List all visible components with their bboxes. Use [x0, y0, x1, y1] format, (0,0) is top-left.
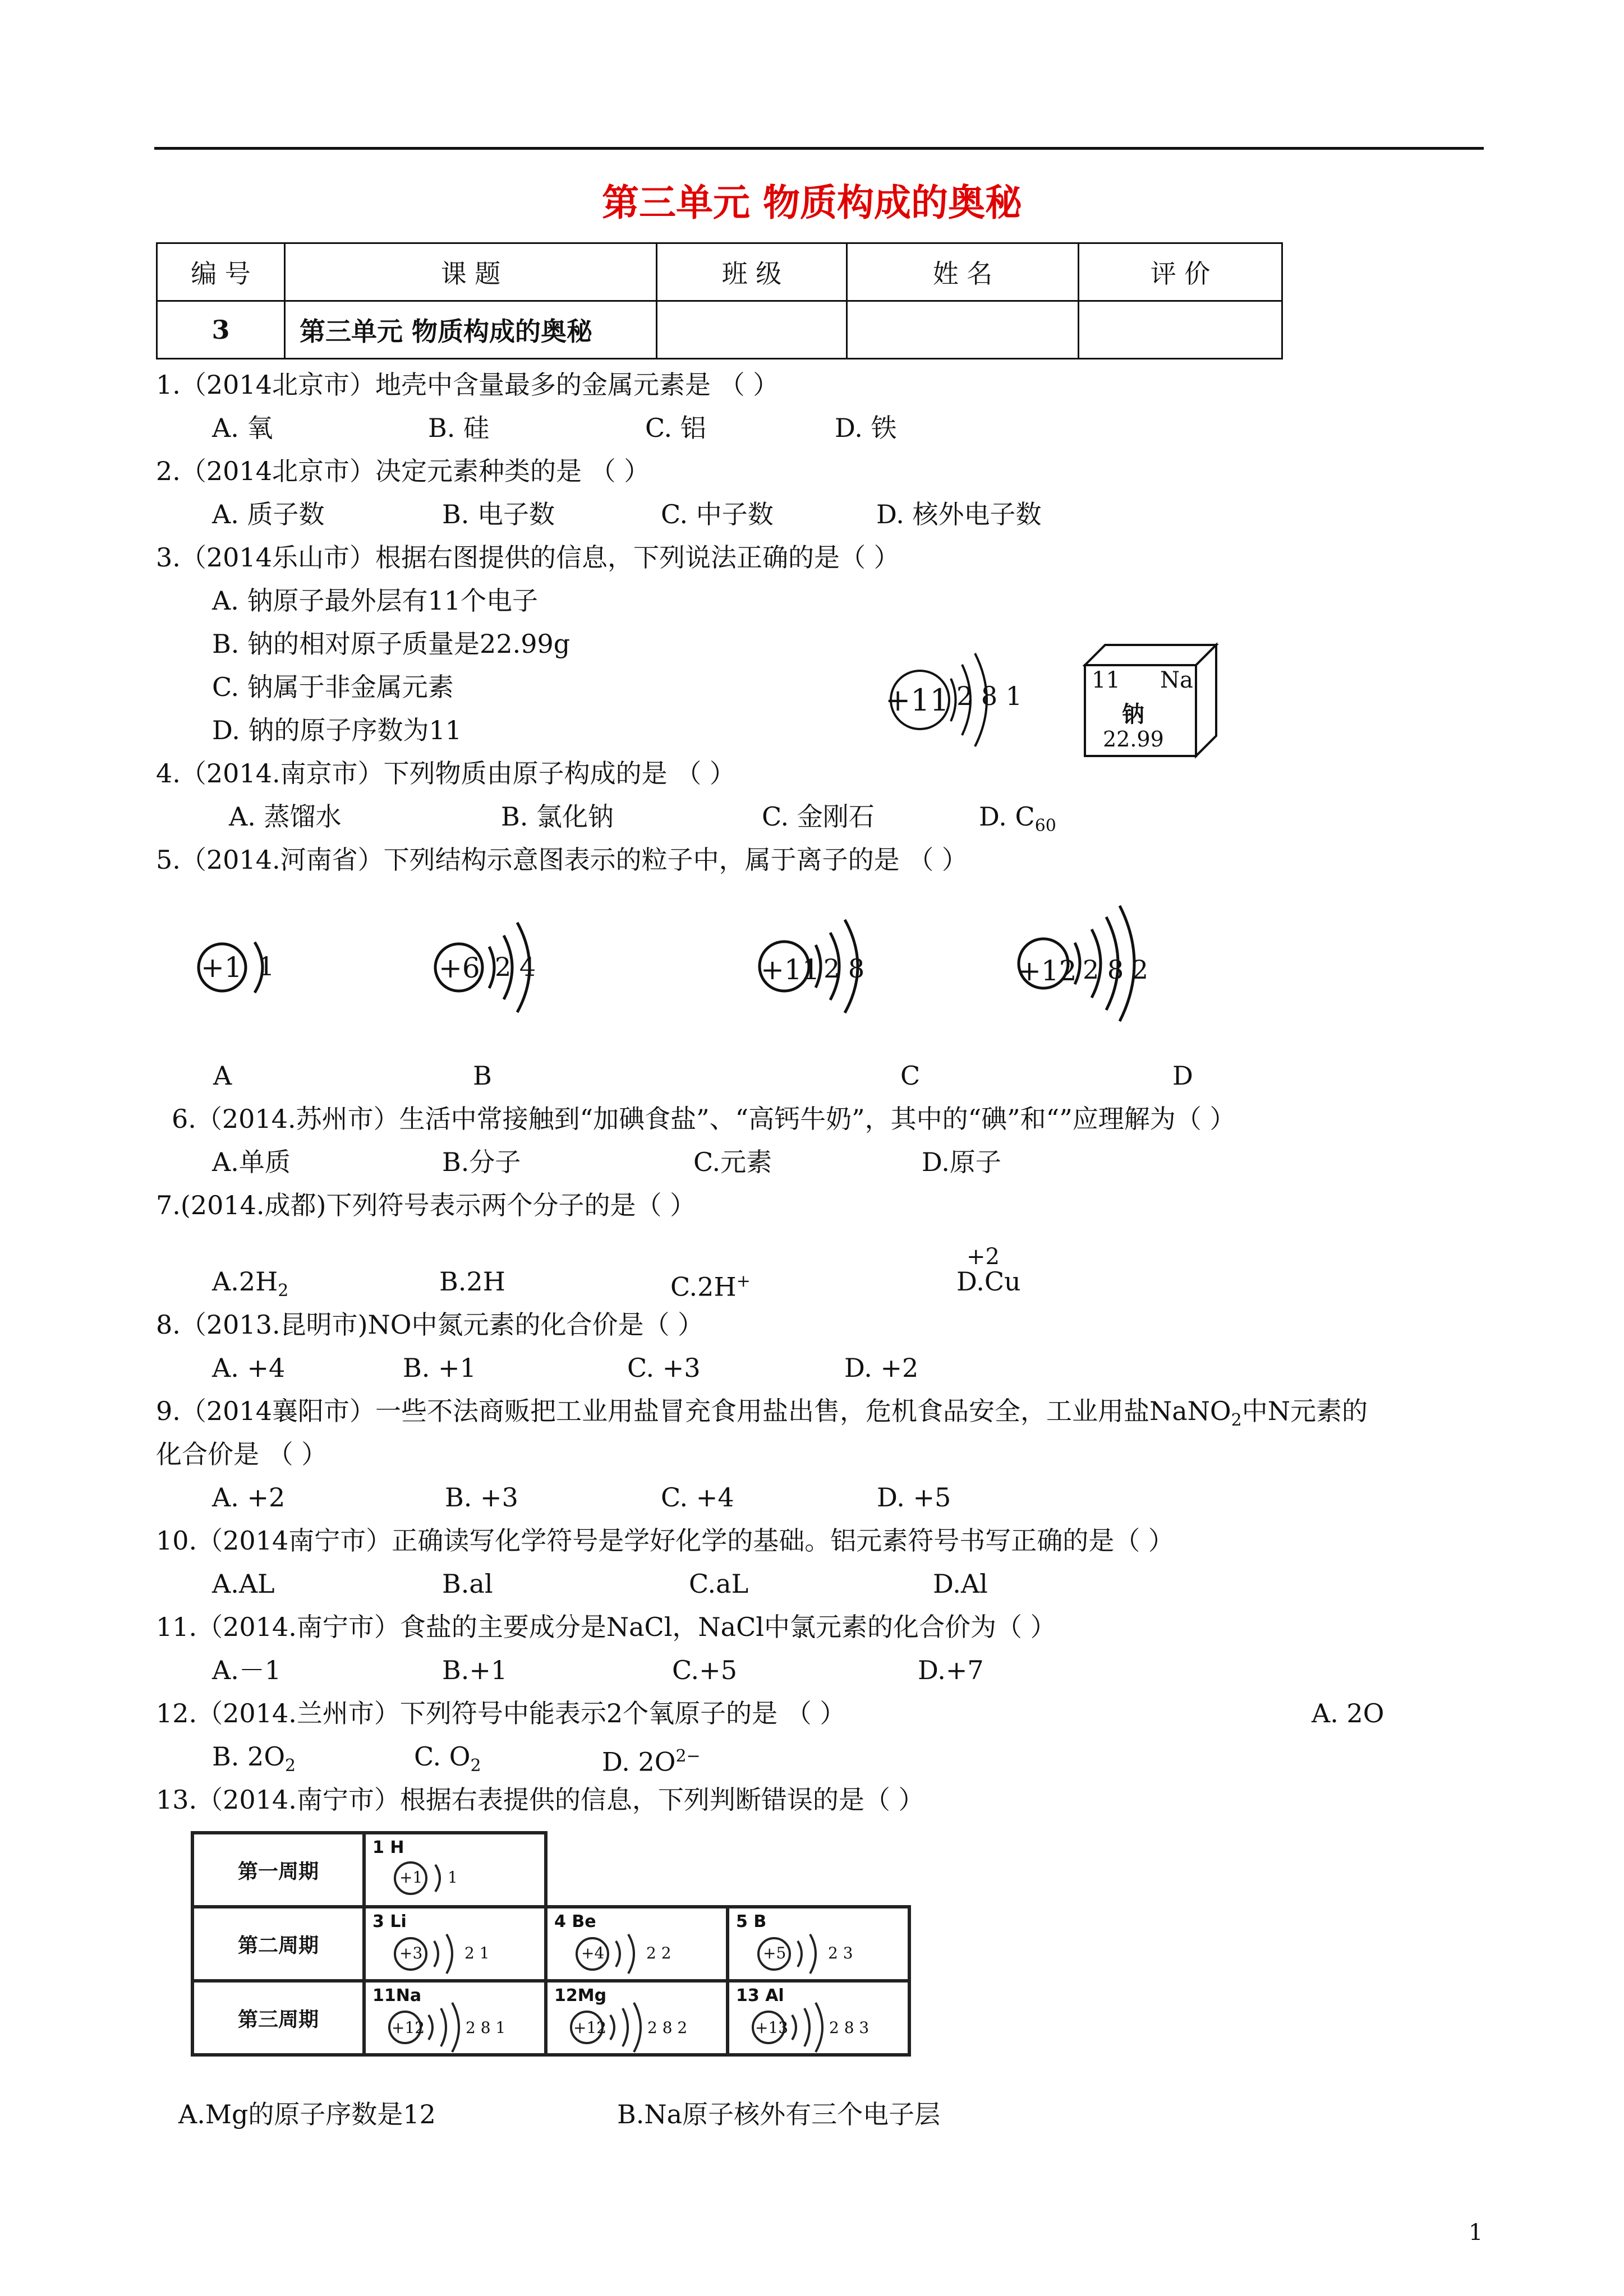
q7-option-b: B.2H [439, 1266, 505, 1297]
question-11: 11.（2014.南宁市）食盐的主要成分是NaCl，NaCl中氯元素的化合价为（ ） [156, 1612, 1056, 1642]
q3-option-d: D. 钠的原子序数为11 [212, 715, 462, 745]
element-li-shells: 2 1 [464, 1944, 490, 1962]
element-h-header: 1 H [372, 1838, 404, 1857]
period-3-label: 第三周期 [192, 1981, 364, 2055]
element-cell-b [728, 1907, 909, 1981]
q6-option-a: A.单质 [212, 1147, 291, 1177]
element-card-symbol: Na [1160, 667, 1193, 693]
q8-option-b: B. +1 [403, 1353, 476, 1383]
period-2-label: 第二周期 [192, 1907, 364, 1981]
q13-option-a: A.Mg的原子序数是12 [178, 2099, 436, 2129]
question-5: 5.（2014.河南省）下列结构示意图表示的粒子中，属于离子的是 （ ） [156, 845, 968, 875]
q9-option-a: A. +2 [212, 1482, 286, 1513]
q7-option-d-valence: +2 [967, 1244, 1000, 1270]
header-topic: 课 题 [285, 243, 657, 301]
element-mg-nucleus: +12 [573, 2018, 607, 2037]
periodic-table-excerpt [191, 1831, 911, 2057]
sodium-shells-label: 2 8 1 [956, 681, 1023, 711]
q3-option-c: C. 钠属于非金属元素 [212, 672, 454, 702]
q1-option-a: A. 氧 [212, 413, 273, 443]
sodium-nucleus-label: +11 [885, 683, 949, 718]
q10-option-c: C.aL [689, 1569, 749, 1599]
element-al-shells: 2 8 3 [829, 2018, 869, 2037]
header-class: 班 级 [657, 243, 847, 301]
q2-option-d: D. 核外电子数 [876, 499, 1042, 529]
question-1: 1.（2014北京市）地壳中含量最多的金属元素是 （ ） [156, 370, 779, 400]
element-card-number: 11 [1092, 667, 1120, 693]
q2-option-a: A. 质子数 [212, 499, 325, 529]
element-h-nucleus: +1 [399, 1868, 423, 1887]
period-row-3 [192, 1981, 909, 2055]
question-13: 13.（2014.南宁市）根据右表提供的信息，下列判断错误的是（ ） [156, 1785, 924, 1815]
info-table [156, 242, 1283, 359]
element-na-shells: 2 8 1 [466, 2018, 506, 2037]
q1-option-c: C. 铝 [645, 413, 706, 443]
page-title: 第三单元 物质构成的奥秘 [602, 181, 1022, 224]
element-cell-na [364, 1981, 546, 2055]
element-mg-shells: 2 8 2 [647, 2018, 688, 2037]
q11-option-d: D.+7 [918, 1655, 984, 1685]
q11-option-c: C.+5 [672, 1655, 737, 1685]
q6-option-b: B.分子 [442, 1147, 521, 1177]
element-b-header: 5 B [736, 1912, 767, 1931]
period-row-1 [192, 1833, 909, 1907]
header-evaluation: 评 价 [1079, 243, 1282, 301]
element-be-nucleus: +4 [581, 1944, 605, 1962]
question-8: 8.（2013.昆明市)NO中氮元素的化合价是（ ） [156, 1310, 704, 1340]
q11-option-a: A.－1 [212, 1655, 282, 1685]
question-6: 6.（2014.苏州市）生活中常接触到“加碘食盐”、“高钙牛奶”，其中的“碘”和“”应理解为（ ） [172, 1104, 1236, 1134]
q7-option-c: C.2H+ [670, 1271, 751, 1302]
question-12: 12.（2014.兰州市）下列符号中能表示2个氧原子的是 （ ） [156, 1698, 846, 1728]
diagram-d-nucleus: +12 [1018, 955, 1077, 987]
q2-option-b: B. 电子数 [442, 499, 555, 529]
element-cell-li [364, 1907, 546, 1981]
q12-option-d: D. $2O^{2-}$ [602, 1746, 701, 1777]
diagram-d-shells: 2 8 2 [1083, 955, 1149, 985]
question-10: 10.（2014南宁市）正确读写化学符号是学好化学的基础。铝元素符号书写正确的是（ ） [156, 1525, 1174, 1556]
page-number: 1 [1469, 2220, 1483, 2246]
cell-class[interactable] [657, 301, 847, 359]
info-table-row [157, 301, 1282, 359]
diagram-b-shells: 2 4 [495, 952, 536, 982]
q12-option-c: C. $O_2$ [414, 1741, 481, 1776]
top-rule [154, 147, 1484, 150]
element-al-nucleus: +13 [755, 2018, 789, 2037]
diagram-b-label: B [473, 1061, 492, 1091]
diagram-d-label: D [1172, 1061, 1193, 1091]
q13-option-b: B.Na原子核外有三个电子层 [617, 2099, 941, 2129]
diagram-a-shells: 1 [258, 951, 275, 981]
element-al-header: 13 Al [736, 1986, 784, 2005]
q6-option-d: D.原子 [922, 1147, 1001, 1177]
diagram-c-nucleus: +11 [761, 953, 820, 986]
element-mg-header: 12Mg [554, 1986, 607, 2005]
element-cell-be [546, 1907, 728, 1981]
q11-option-b: B.+1 [442, 1655, 508, 1685]
q9-option-b: B. +3 [445, 1482, 518, 1513]
q12-option-a: A. 2O [1312, 1698, 1384, 1728]
q7-option-a: $A.2H_2$ [212, 1266, 289, 1301]
diagram-c-shells: 2 8 [823, 953, 865, 984]
element-na-header: 11Na [372, 1986, 422, 2005]
element-cell-al [728, 1981, 909, 2055]
q10-option-d: D.Al [933, 1569, 988, 1599]
period-1-label: 第一周期 [192, 1833, 364, 1907]
info-table-header-row [157, 243, 1282, 301]
q4-option-a: A. 蒸馏水 [229, 801, 342, 832]
q2-option-c: C. 中子数 [661, 499, 774, 529]
q1-option-b: B. 硅 [428, 413, 490, 443]
element-cell-mg [546, 1981, 728, 2055]
element-card-name: 钠 [1122, 701, 1144, 727]
q4-option-c: C. 金刚石 [762, 801, 875, 832]
q8-option-a: A. +4 [212, 1353, 286, 1383]
element-cell-h [364, 1833, 546, 1907]
element-li-nucleus: +3 [399, 1944, 423, 1962]
element-h-shells: 1 [448, 1868, 458, 1887]
element-b-nucleus: +5 [763, 1944, 786, 1962]
q10-option-b: B.al [442, 1569, 493, 1599]
q6-option-c: C.元素 [693, 1147, 772, 1177]
question-3: 3.（2014乐山市）根据右图提供的信息，下列说法正确的是（ ） [156, 542, 900, 573]
q10-option-a: A.AL [212, 1569, 275, 1599]
element-li-header: 3 Li [372, 1912, 407, 1931]
q7-option-d: D.Cu [956, 1266, 1021, 1297]
q9-option-c: C. +4 [661, 1482, 734, 1513]
diagram-a-label: A [213, 1061, 232, 1091]
q9-option-d: D. +5 [877, 1482, 951, 1513]
q3-option-a: A. 钠原子最外层有11个电子 [212, 585, 538, 616]
diagram-b-nucleus: +6 [439, 952, 480, 984]
q3-option-b: B. 钠的相对原子质量是22.99g [212, 629, 571, 659]
period-row-2 [192, 1907, 909, 1981]
element-be-header: 4 Be [554, 1912, 596, 1931]
q1-option-d: D. 铁 [835, 413, 897, 443]
element-be-shells: 2 2 [646, 1944, 671, 1962]
q8-option-c: C. +3 [627, 1353, 701, 1383]
q8-option-d: D. +2 [844, 1353, 919, 1383]
q4-option-d: D. $C_{60}$ [979, 801, 1056, 836]
question-9-line-1: 9.（2014襄阳市）一些不法商贩把工业用盐冒充食用盐出售，危机食品安全，工业用盐NaNO$_2$中N元素的 [156, 1396, 1368, 1431]
question-2: 2.（2014北京市）决定元素种类的是 （ ） [156, 456, 650, 486]
element-na-nucleus: +12 [392, 2018, 425, 2037]
header-name: 姓 名 [847, 243, 1079, 301]
cell-number: 3 [157, 301, 285, 359]
question-7: 7.(2014.成都)下列符号表示两个分子的是（ ） [156, 1190, 696, 1220]
cell-topic: 第三单元 物质构成的奥秘 [285, 301, 657, 359]
cell-evaluation[interactable] [1079, 301, 1282, 359]
element-b-shells: 2 3 [828, 1944, 853, 1962]
header-number: 编 号 [157, 243, 285, 301]
q12-option-b: B. $2O_2$ [212, 1741, 296, 1776]
diagram-c-label: C [900, 1061, 921, 1091]
question-4: 4.（2014.南京市）下列物质由原子构成的是 （ ） [156, 758, 735, 789]
diagram-a-nucleus: +1 [201, 951, 242, 984]
question-9-line-2: 化合价是 （ ） [156, 1439, 328, 1469]
cell-name[interactable] [847, 301, 1079, 359]
q4-option-b: B. 氯化钠 [501, 801, 614, 832]
element-card-mass: 22.99 [1103, 727, 1164, 751]
